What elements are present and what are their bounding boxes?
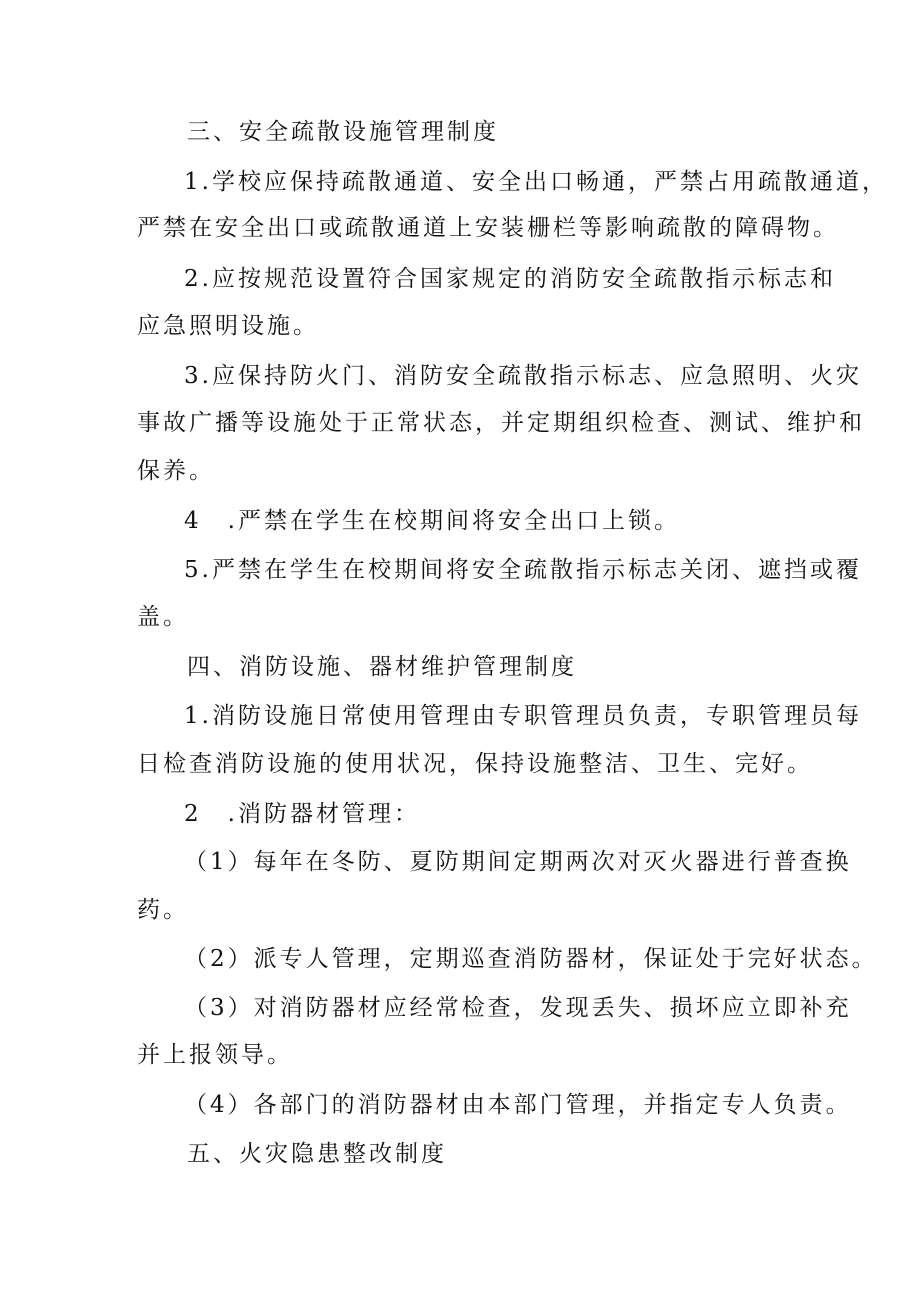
section-3-heading: 三、安全疏散设施管理制度 [187, 119, 499, 145]
paragraph-line: 药。 [137, 897, 189, 923]
paragraph-line: 盖。 [137, 604, 189, 630]
paragraph-line: 1.学校应保持疏散通道、安全出口畅通，严禁占用疏散通道， [184, 169, 888, 195]
paragraph-line: 2 .消防器材管理： [184, 801, 420, 827]
paragraph-line: 5.严禁在学生在校期间将安全疏散指示标志关闭、遮挡或覆 [184, 557, 862, 583]
paragraph-line: 日检查消防设施的使用状况，保持设施整洁、卫生、完好。 [137, 751, 813, 777]
paragraph-line: 事故广播等设施处于正常状态，并定期组织检查、测试、维护和 [137, 410, 865, 436]
list-item: （3）对消防器材应经常检查，发现丢失、损坏应立即补充 [184, 995, 852, 1021]
list-item: （2）派专人管理，定期巡查消防器材，保证处于完好状态。 [184, 946, 878, 972]
section-5-heading: 五、火灾隐患整改制度 [187, 1141, 447, 1167]
paragraph-line: 并上报领导。 [137, 1042, 293, 1068]
paragraph-line: 应急照明设施。 [137, 313, 319, 339]
paragraph-line: 3.应保持防火门、消防安全疏散指示标志、应急照明、火灾 [184, 363, 862, 389]
paragraph-line: 2.应按规范设置符合国家规定的消防安全疏散指示标志和 [184, 266, 836, 292]
paragraph-line: 1.消防设施日常使用管理由专职管理员负责，专职管理员每 [184, 703, 862, 729]
section-4-heading: 四、消防设施、器材维护管理制度 [187, 654, 577, 680]
paragraph-line: 保养。 [137, 458, 215, 484]
list-item: （1）每年在冬防、夏防期间定期两次对灭火器进行普查换 [184, 849, 852, 875]
paragraph-line: 4 .严禁在学生在校期间将安全出口上锁。 [184, 508, 680, 534]
list-item: （4）各部门的消防器材由本部门管理，并指定专人负责。 [184, 1092, 852, 1118]
paragraph-line: 严禁在安全出口或疏散通道上安装栅栏等影响疏散的障碍物。 [137, 215, 839, 241]
